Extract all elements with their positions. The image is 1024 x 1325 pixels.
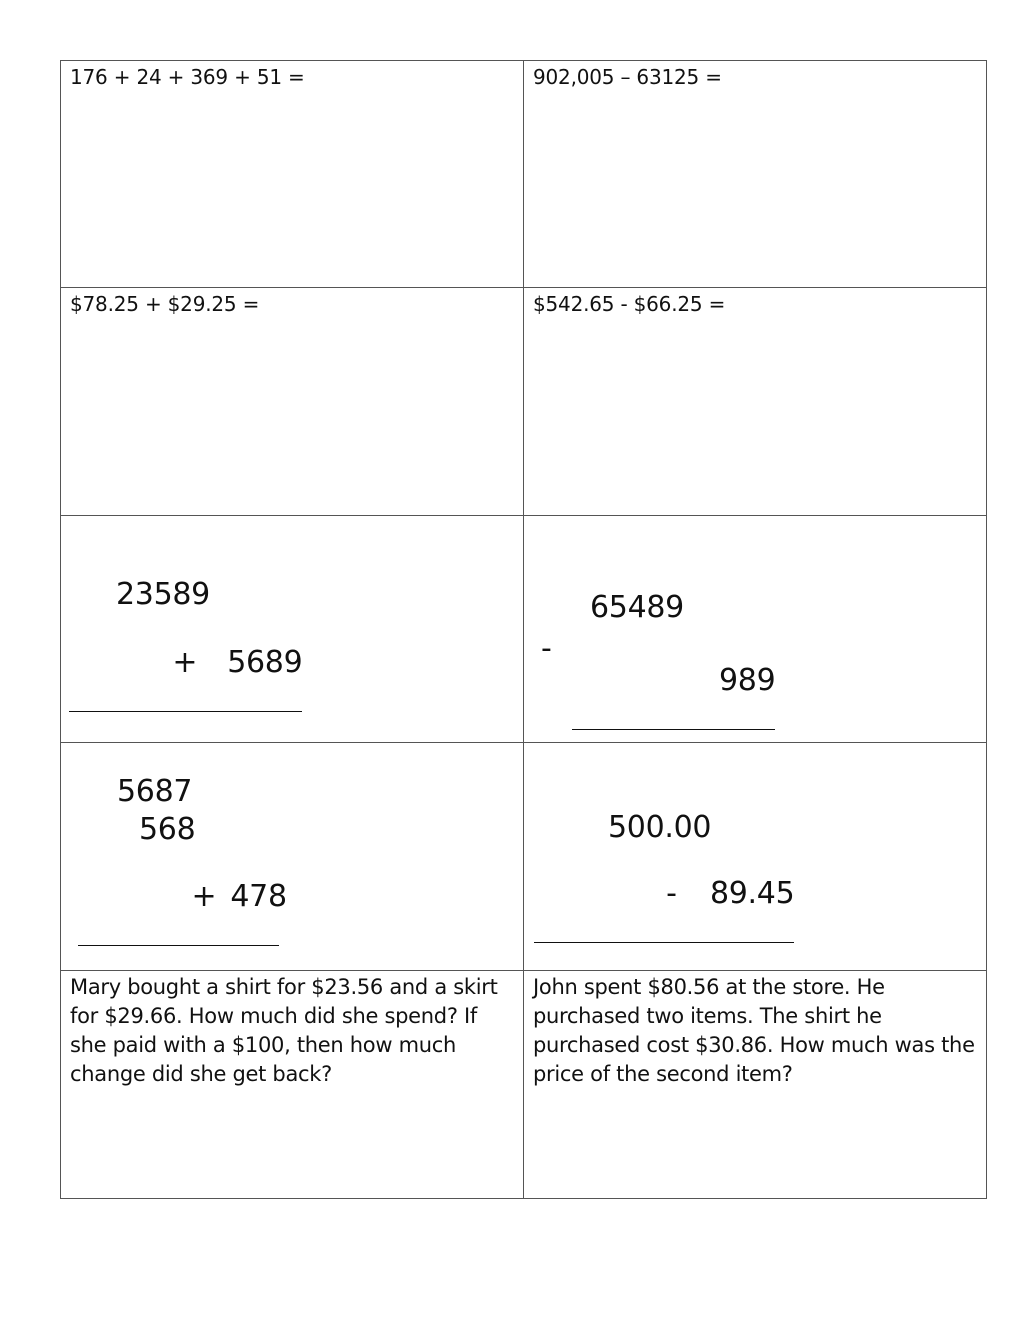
- addend-1: 5687: [117, 774, 193, 810]
- addend-bottom-line: [69, 615, 302, 712]
- word-problem-mary: Mary bought a shirt for $23.56 and a skirt for $29.66. How much did she spend? If she paid with a $100, then how much change did she get back?: [70, 974, 498, 1086]
- problem-cell-10: [524, 971, 986, 1198]
- subtrahend: 989: [719, 662, 776, 698]
- problem-3-text: $78.25 + $29.25 =: [70, 292, 260, 317]
- problem-cell-3: [61, 288, 524, 515]
- worksheet-table: [60, 60, 987, 1199]
- addend-3-line: [78, 849, 287, 946]
- problem-4-text: $542.65 - $66.25 =: [533, 292, 726, 317]
- minuend: 500.00: [608, 810, 712, 846]
- vertical-subtraction-2: [534, 809, 794, 943]
- problem-2-text: 902,005 – 63125 =: [533, 65, 722, 89]
- subtrahend-line: [572, 633, 775, 730]
- word-problem-john: John spent $80.56 at the store. He purchased two items. The shirt he purchased cost $30.86. How much was the price of the second item?: [533, 974, 975, 1086]
- problem-cell-6: [524, 516, 986, 743]
- problem-cell-9: [61, 971, 524, 1198]
- problem-1-text: 176 + 24 + 369 + 51 =: [70, 65, 305, 89]
- problem-cell-7: [61, 743, 524, 970]
- minus-sign: -: [666, 876, 677, 912]
- plus-sign: +: [191, 879, 217, 915]
- addend-2: 568: [139, 812, 196, 848]
- subtrahend-line: [534, 846, 794, 943]
- minuend: 65489: [590, 589, 684, 625]
- addend-bottom: 5689: [227, 644, 303, 680]
- addend-3: 478: [230, 879, 287, 915]
- vertical-addition-1: [69, 574, 302, 712]
- vertical-subtraction-1: [536, 587, 775, 730]
- problem-cell-1: [61, 61, 524, 288]
- addend-top: 23589: [116, 576, 210, 612]
- problem-cell-2: [524, 61, 986, 288]
- plus-sign: +: [172, 644, 198, 680]
- problem-cell-4: [524, 288, 986, 515]
- problem-cell-5: [61, 516, 524, 743]
- vertical-addition-2: [78, 773, 287, 946]
- problem-cell-8: [524, 743, 986, 970]
- minus-sign: -: [541, 630, 552, 666]
- subtrahend: 89.45: [709, 876, 795, 912]
